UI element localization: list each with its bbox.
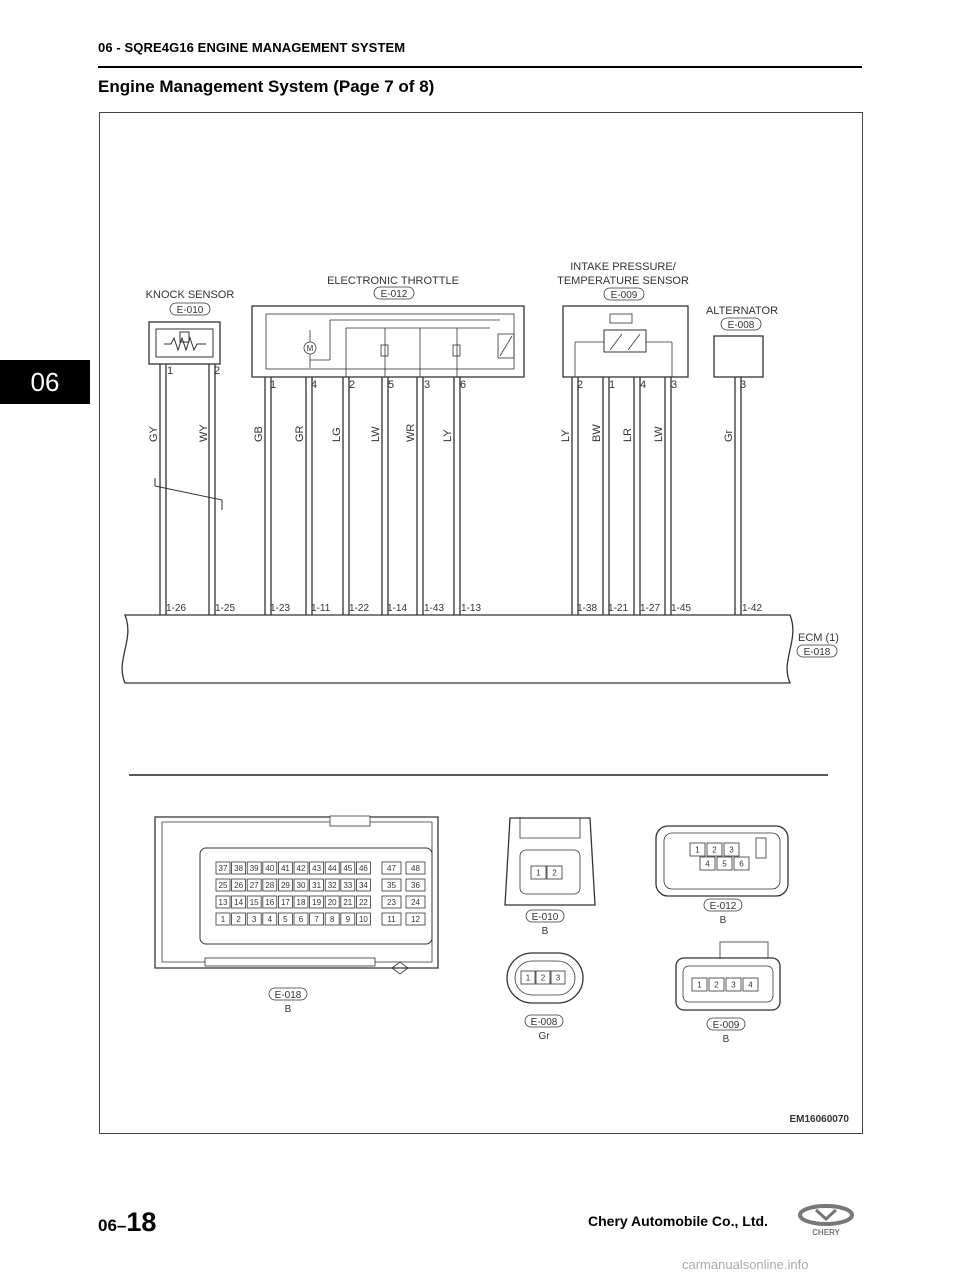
pin-number: 2 [577,379,584,391]
connector-color: B [719,915,727,926]
pin-label: 7 [314,915,319,924]
pin-label: 1 [697,980,702,990]
page-title: Engine Management System (Page 7 of 8) [98,77,435,96]
pin-label: 20 [327,898,337,907]
pin-label: 8 [329,915,335,924]
ecm-pin-label: 1-11 [311,603,331,614]
wire-color-label: Gr [723,429,735,442]
pin-number: 3 [671,379,678,391]
pin-number: 1 [167,365,174,377]
pin-label: 42 [296,864,306,873]
alternator-code: E-008 [727,320,755,331]
watermark: carmanualsonline.info [682,1257,809,1272]
pin-label: 25 [218,881,228,890]
ecm-pin-label: 1-45 [671,603,692,614]
knock-sensor-code: E-010 [176,305,204,316]
pin-label: 12 [411,915,420,924]
pin-label: 11 [387,915,396,924]
pin-label: 2 [236,915,241,924]
pin-label: 39 [249,864,259,873]
pin-number: 5 [388,379,395,391]
connector-color: B [284,1004,292,1015]
wire-color-label: GY [148,426,160,442]
pin-label: 1 [695,845,700,855]
alternator-label: ALTERNATOR [705,305,779,317]
ecm-code: E-018 [803,647,831,658]
pin-label: 1 [536,868,541,878]
pin-number: 1 [270,379,277,391]
pin-label: 27 [249,881,259,890]
pin-label: 2 [552,868,557,878]
pin-label: 4 [705,859,710,869]
connector-code: E-008 [530,1017,558,1028]
pin-label: 2 [540,973,546,983]
ecm-pin-label: 1-42 [742,603,763,614]
ecm-pin-label: 1-27 [640,603,661,614]
pin-label: 16 [265,898,275,907]
pin-label: 3 [731,980,736,990]
pin-label: 3 [555,973,561,983]
connector-e010 [505,818,595,905]
ecm-pin-label: 1-38 [577,603,598,614]
connector-e009 [676,942,780,1010]
pin-label: 9 [345,915,351,924]
pin-label: 1 [525,973,531,983]
chery-logo [790,1202,862,1238]
pin-label: 19 [312,898,322,907]
wire-color-label: LW [370,426,382,442]
pin-label: 46 [358,864,368,873]
pin-number: 2 [349,379,356,391]
wire-color-label: LY [560,429,572,442]
pin-label: 34 [358,881,368,890]
logo-text: CHERY [812,1228,840,1237]
pin-label: 2 [714,980,719,990]
pin-label: 18 [296,898,306,907]
connector-color: B [541,926,549,937]
pin-number: 6 [460,379,467,391]
intake-label-line1: INTAKE PRESSURE/ [570,261,676,273]
figure-code: EM16060070 [789,1114,849,1125]
pin-label: 45 [343,864,353,873]
ecm-pin-label: 1-13 [461,603,482,614]
pin-number: 3 [740,379,747,391]
page-number-value: 18 [126,1207,157,1237]
throttle-code: E-012 [380,289,408,300]
motor-symbol: M [306,344,314,353]
pin-label: 1 [220,915,226,924]
pin-number: 4 [311,379,318,391]
wire-color-label: WR [405,423,417,442]
pin-number: 2 [214,365,221,377]
pin-number: 1 [609,379,616,391]
pin-number: 4 [640,379,647,391]
wire-color-label: LY [442,429,454,442]
pin-label: 2 [712,845,717,855]
wire-color-label: BW [591,424,603,442]
connector-code: E-018 [274,990,302,1001]
wire-color-label: LR [622,427,634,442]
connector-code: E-010 [531,912,559,923]
pin-number: 3 [424,379,431,391]
ecm-pin-label: 1-14 [387,603,408,614]
pin-label: 31 [312,881,322,890]
ecm-pin-label: 1-21 [608,603,629,614]
pin-label: 43 [312,864,322,873]
wire-color-label: LW [653,426,665,442]
pin-label: 4 [267,915,273,924]
connector-e008 [507,953,583,1003]
pin-label: 13 [218,898,228,907]
ecm-pin-label: 1-26 [166,603,187,614]
connector-e012 [656,826,788,896]
pin-label: 28 [265,881,275,890]
company-name: Chery Automobile Co., Ltd. [588,1213,768,1229]
pin-label: 4 [748,980,753,990]
wire-color-label: GB [253,426,265,442]
intake-label-line2: TEMPERATURE SENSOR [557,275,689,287]
wire-color-label: WY [198,424,210,442]
pin-label: 37 [218,864,228,873]
connector-color: Gr [538,1031,550,1042]
page-prefix: 06– [98,1216,127,1235]
pin-label: 3 [729,845,734,855]
section-header: 06 - SQRE4G16 ENGINE MANAGEMENT SYSTEM [98,40,406,55]
pin-label: 40 [265,864,275,873]
pin-label: 35 [387,881,396,890]
pin-label: 22 [358,898,368,907]
pin-label: 17 [280,898,290,907]
wire-color-label: LG [331,427,343,442]
pin-label: 32 [327,881,337,890]
intake-code: E-009 [610,290,638,301]
pin-label: 33 [343,881,353,890]
pin-label: 6 [298,915,304,924]
pin-label: 21 [343,898,353,907]
knock-sensor-label: KNOCK SENSOR [145,289,235,301]
pin-label: 10 [358,915,368,924]
pin-label: 41 [280,864,290,873]
pin-label: 36 [411,881,420,890]
connector-code: E-009 [712,1020,740,1031]
pin-label: 48 [411,864,420,873]
connector-color: B [722,1034,730,1045]
pin-label: 26 [234,881,244,890]
pin-label: 38 [234,864,244,873]
pin-label: 29 [280,881,290,890]
pin-label: 24 [411,898,420,907]
pin-label: 3 [251,915,257,924]
pin-label: 47 [387,864,396,873]
ecm-pin-label: 1-43 [424,603,445,614]
wire-color-label: GR [294,425,306,442]
connector-e018 [155,816,438,974]
ecm-pin-label: 1-23 [270,603,291,614]
pin-label: 14 [234,898,244,907]
connector-code: E-012 [709,901,737,912]
pin-label: 5 [722,859,727,869]
ecm-label: ECM (1) [798,632,839,644]
pin-label: 15 [249,898,259,907]
page-number [98,1207,156,1238]
ecm-pin-label: 1-22 [349,603,370,614]
pin-label: 5 [283,915,288,924]
throttle-label: ELECTRONIC THROTTLE [327,275,459,287]
pin-label: 23 [387,898,396,907]
pin-label: 6 [739,859,744,869]
pin-label: 30 [296,881,306,890]
ecm-pin-label: 1-25 [215,603,236,614]
pin-label: 44 [327,864,337,873]
section-tab: 06 [0,360,90,404]
